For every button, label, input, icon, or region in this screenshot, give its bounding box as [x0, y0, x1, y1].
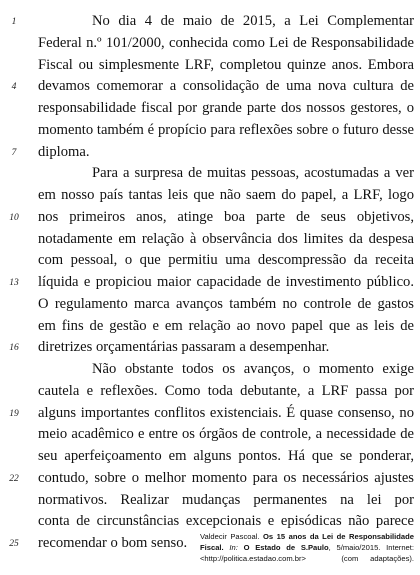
line-number	[4, 316, 24, 338]
text-line: com pessoal, o que permitiu uma descompressão da receita	[38, 252, 414, 269]
text-line: em nosso país tantas leis que não saem do papel, a LRF, logo	[38, 187, 414, 203]
line-number	[4, 294, 24, 316]
citation-line-1	[200, 531, 414, 542]
text-line: nos primeiros anos, atinge boa parte de seus objetivos,	[38, 208, 414, 225]
line-number	[4, 55, 24, 77]
text-line: normativos. Realizar mudanças permanentes na lei por	[38, 491, 414, 508]
line-number: 16	[9, 343, 19, 354]
line-number	[4, 98, 24, 120]
line-number	[4, 185, 24, 207]
text-line: meio acadêmico e entre os órgãos de controle, a necessidade de	[38, 426, 414, 443]
citation-in: In:	[229, 543, 238, 552]
text-line: Fiscal ou simplesmente LRF, completou quinze anos. Embora	[38, 56, 414, 73]
line-number	[4, 381, 24, 403]
text-line: contudo, sobre o melhor momento para os necessários ajustes	[38, 469, 414, 486]
text-line: Para a surpresa de muitas pessoas, acostumadas a ver	[92, 165, 414, 182]
text-line: em fins de gestão e em relação ao novo papel que as leis de	[38, 317, 414, 334]
line-number	[4, 490, 24, 512]
citation-note: (com adaptações).	[341, 554, 414, 563]
citation-author: Valdecir Pascoal.	[200, 532, 260, 541]
line-number: 1	[11, 17, 17, 27]
text-line: recomendar o bom senso.	[38, 535, 188, 551]
citation-url: <http://politica.estadao.com.br>	[200, 554, 306, 563]
citation-journal: O Estado de S.Paulo	[243, 543, 329, 552]
line-number: 10	[9, 212, 19, 223]
line-number: 19	[9, 408, 19, 419]
line-number	[4, 511, 24, 533]
citation-date: , 5/maio/2015. Internet:	[328, 543, 414, 552]
source-citation	[200, 531, 414, 564]
line-number: 7	[11, 147, 17, 158]
text-line: líquida e propiciou maior capacidade de investimento público.	[38, 274, 414, 290]
text-line: notadamente em relação à observância dos limites da despesa	[38, 230, 414, 247]
line-number	[4, 250, 24, 272]
text-line: momento também é propício para reflexões sobre o futuro desse	[38, 121, 414, 138]
line-number	[4, 33, 24, 55]
text-line: diretrizes orçamentárias passaram a desempenhar.	[38, 339, 330, 356]
line-number: 4	[11, 82, 17, 93]
text-line: seu aperfeiçoamento em alguns pontos. Há que se ponderar,	[38, 448, 414, 464]
text-line: alguns importantes conflitos existenciais. É quase consenso, no	[38, 404, 414, 421]
text-line: cautela e reflexões. Como toda debutante, a LRF passa por	[38, 382, 414, 399]
line-number	[4, 120, 24, 142]
line-number	[4, 359, 24, 381]
line-number	[4, 229, 24, 251]
text-line: responsabilidade fiscal por grande parte dos nossos gestores, o	[38, 100, 414, 116]
line-number	[4, 446, 24, 468]
line-number: 13	[9, 278, 19, 288]
text-line: Não obstante todos os avanços, o momento exige	[92, 361, 414, 377]
text-line: Federal n.º 101/2000, conhecida como Lei de Responsabilidade	[38, 34, 414, 51]
line-number	[4, 163, 24, 185]
text-line: devamos comemorar a consolidação de uma nova cultura de	[38, 78, 414, 95]
citation-line-3	[200, 553, 414, 564]
citation-line-2	[200, 542, 414, 553]
line-number: 25	[9, 539, 19, 549]
text-line: diploma.	[38, 143, 90, 160]
text-line: O regulamento marca avanços também no controle de gastos	[38, 295, 414, 312]
line-number	[4, 424, 24, 446]
text-line: conta de circunstâncias excepcionais e episódicas não parece	[38, 513, 414, 530]
citation-title-cont: Fiscal.	[200, 543, 224, 552]
citation-title: Os 15 anos da Lei de Responsabilidade	[263, 532, 414, 541]
text-line: No dia 4 de maio de 2015, a Lei Complementar	[92, 13, 414, 29]
line-number: 22	[9, 473, 19, 484]
